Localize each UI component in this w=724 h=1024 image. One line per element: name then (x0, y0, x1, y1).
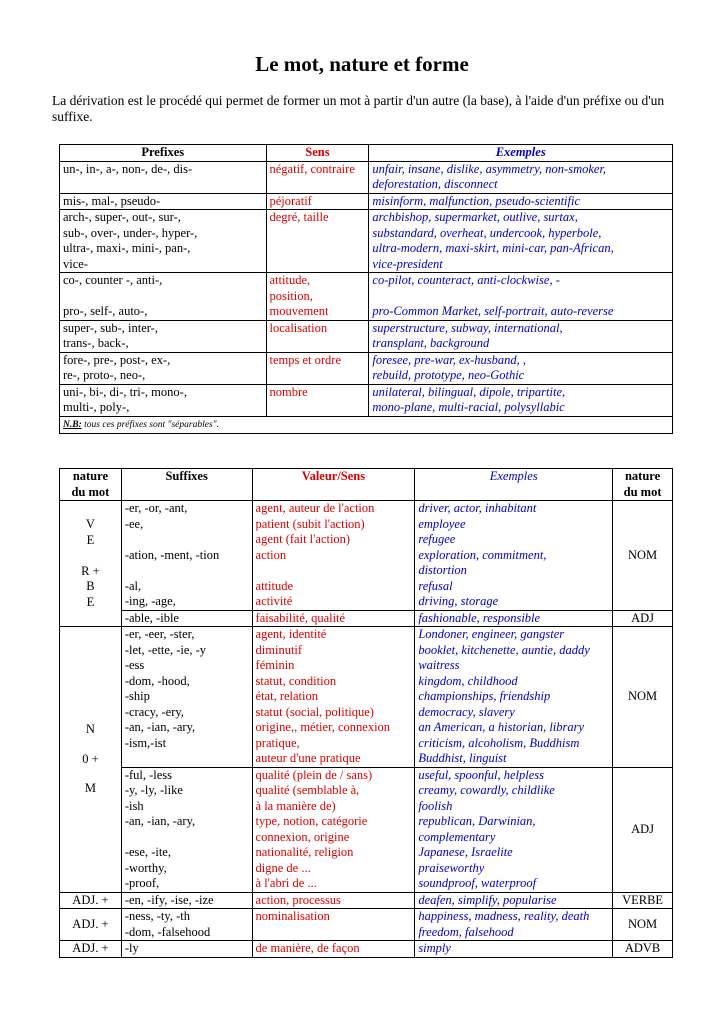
valeur-line: qualité (plein de / sans) (255, 767, 373, 782)
prefix-line: super-, sub-, inter-, (63, 320, 158, 335)
verbe-result-cell: NOM (613, 501, 673, 611)
suffix-line: -dom, -falsehood (124, 924, 211, 939)
note-label: N.B: (63, 419, 82, 430)
adj-suffix-cell (121, 941, 252, 958)
exemple-line: waitress (418, 658, 460, 672)
exemple-line: co-pilot, counteract, anti-clockwise, - (372, 273, 560, 287)
valeur-line: origine,, métier, connexion (255, 720, 391, 734)
adj-valeur-cell (252, 909, 415, 941)
exemple-line: deafen, simplify, popularise (418, 892, 557, 907)
suffix-line (125, 563, 249, 579)
prefix-header-row (60, 145, 673, 162)
suffix-line: -ee, (124, 516, 144, 531)
prefix-line: ultra-, maxi-, mini-, pan-, (63, 241, 191, 255)
adj-valeur-cell (252, 941, 415, 958)
suffix-line: -let, -ette, -ie, -y (124, 642, 207, 657)
prefix-cell (60, 352, 267, 384)
nom-valeurs-cell (252, 627, 415, 768)
exemple-line: driver, actor, inhabitant (418, 501, 537, 515)
exemple-line: democracy, slavery (418, 704, 515, 719)
valeur-line: attitude (255, 578, 294, 593)
verbe-base-letter (63, 610, 118, 626)
sens-line: temps et ordre (269, 352, 342, 367)
exemple-line: foresee, pre-war, ex-husband, , (372, 352, 526, 367)
exemple-line: transplant, background (372, 336, 490, 350)
suffix-line: -worthy, (124, 860, 167, 875)
exemple-line: soundproof, waterproof (418, 876, 537, 890)
suffix-line: -ful, -less (124, 767, 173, 782)
verbe-adj-valeur: faisabilité, qualité (252, 610, 415, 627)
adj-result-cell: VERBE (613, 892, 673, 909)
prefix-line: trans-, back-, (63, 336, 129, 350)
prefix-line: co-, counter -, anti-, (63, 273, 163, 287)
prefix-cell (60, 193, 267, 210)
exemples-cell (369, 210, 673, 273)
exemple-line: unilateral, bilingual, dipole, tripartite, (372, 384, 566, 399)
prefix-line: pro-, self-, auto-, (63, 304, 148, 318)
suffix-table (59, 468, 673, 958)
exemples-cell (369, 161, 673, 193)
verbe-base-letter: E (86, 532, 95, 547)
prefix-line: vice- (63, 256, 88, 271)
exemple-line: substandard, overheat, undercook, hyperbole, (372, 225, 602, 240)
valeur-line: statut (social, politique) (255, 704, 374, 719)
header-nature-right: nature du mot (613, 469, 673, 501)
header-nature-left: nature du mot (60, 469, 122, 501)
suffix-line: -en, -ify, -ise, -ize (124, 892, 214, 907)
verbe-exemples-cell (415, 501, 613, 611)
suffix-line (125, 830, 249, 846)
nom-adj-valeurs-cell (252, 767, 415, 892)
exemple-line: driving, storage (418, 594, 499, 608)
adj-result-cell: NOM (613, 909, 673, 941)
valeur-line (256, 925, 412, 941)
sens-line: attitude, (269, 273, 311, 287)
valeur-line: connexion, origine (255, 829, 350, 844)
valeur-line: patient (subit l'action) (255, 516, 365, 531)
suffix-line: -ation, -ment, -tion (124, 547, 220, 562)
suffix-line: -an, -ian, -ary, (124, 720, 196, 734)
verbe-suffixes-cell (121, 501, 252, 611)
valeur-line: nationalité, religion (255, 845, 354, 859)
prefix-line: uni-, bi-, di-, tri-, mono-, (63, 384, 187, 399)
exemple-line: simply (418, 941, 451, 955)
header-sens: Sens (266, 145, 369, 162)
valeur-line: féminin (255, 658, 295, 672)
exemple-line: booklet, kitchenette, auntie, daddy (418, 642, 590, 657)
suffix-line: -cracy, -ery, (124, 704, 184, 719)
verbe-adj-suffix: -able, -ible (121, 610, 252, 627)
prefix-cell (60, 210, 267, 273)
prefix-cell (60, 161, 267, 193)
suffix-line: -proof, (124, 876, 160, 890)
header-suffixes: Suffixes (121, 469, 252, 501)
valeur-line: diminutif (255, 642, 303, 657)
adj-exemple-cell (415, 941, 613, 958)
prefix-line: un-, in-, a-, non-, de-, dis- (63, 161, 193, 176)
suffix-line (125, 532, 249, 548)
exemples-cell (369, 193, 673, 210)
prefix-line: re-, proto-, neo-, (63, 368, 146, 382)
prefix-line: multi-, poly-, (63, 400, 130, 414)
header-valeur: Valeur/Sens (252, 469, 415, 501)
suffix-line: -er, -or, -ant, (124, 501, 188, 515)
note-text: tous ces préfixes sont "séparables". (81, 419, 220, 430)
suffix-header-row (60, 469, 673, 501)
nom-adj-row (60, 767, 673, 892)
exemple-line: misinform, malfunction, pseudo-scientific (372, 193, 581, 208)
nom-adj-exemples-cell (415, 767, 613, 892)
valeur-line: activité (255, 594, 293, 608)
valeur-line: pratique, (255, 735, 300, 750)
exemples-cell (369, 352, 673, 384)
exemples-cell (369, 384, 673, 416)
exemple-line: superstructure, subway, international, (372, 320, 563, 335)
sens-line: mouvement (269, 304, 329, 318)
exemple-line: Buddhist, linguist (418, 751, 507, 765)
sens-line: nombre (269, 384, 308, 399)
verbe-base-cell (60, 501, 122, 627)
prefix-row (60, 273, 673, 321)
sens-line: localisation (269, 320, 328, 335)
prefix-cell (60, 384, 267, 416)
adj-base-cell: ADJ. + (60, 892, 122, 909)
exemple-line: distortion (418, 563, 467, 577)
sens-line: position, (269, 288, 313, 303)
nom-result-cell: NOM (613, 627, 673, 768)
adj-suffix-cell (121, 909, 252, 941)
valeur-line: état, relation (255, 689, 319, 703)
valeur-line: nominalisation (255, 909, 330, 923)
exemple-line: ultra-modern, maxi-skirt, mini-car, pan-African, (372, 241, 614, 255)
exemple-line: useful, spoonful, helpless (418, 767, 545, 782)
sens-cell (266, 320, 369, 352)
prefix-row (60, 193, 673, 210)
sens-cell (266, 193, 369, 210)
exemple-line: unfair, insane, dislike, asymmetry, non-smoker, (372, 161, 607, 176)
header-prefixes: Prefixes (60, 145, 267, 162)
verbe-adj-row (60, 610, 673, 627)
verbe-base-letter: V (85, 517, 95, 531)
suffix-line: -ing, -age, (124, 594, 176, 608)
sens-line: négatif, contraire (269, 161, 355, 176)
prefix-row (60, 384, 673, 416)
exemple-line: happiness, madness, reality, death (418, 909, 590, 923)
nom-exemples-cell (415, 627, 613, 768)
verbe-adj-result: ADJ (613, 610, 673, 627)
prefix-cell (60, 320, 267, 352)
valeur-line: de manière, de façon (255, 941, 360, 955)
adj-exemple-cell (415, 892, 613, 909)
exemple-line: exploration, commitment, (418, 547, 547, 562)
suffix-line: -al, (124, 578, 142, 593)
note-row (60, 416, 673, 433)
valeur-line: digne de ... (255, 860, 311, 875)
prefix-line: arch-, super-, out-, sur-, (63, 210, 181, 224)
prefix-row (60, 320, 673, 352)
sens-line: degré, taille (269, 210, 329, 224)
valeur-line: statut, condition (255, 673, 337, 688)
valeur-line (256, 563, 412, 579)
exemple-line: mono-plane, multi-racial, polysyllabic (372, 400, 565, 414)
valeur-line: à la manière de) (255, 798, 336, 813)
suffix-line: -ish (124, 798, 144, 813)
adj-valeur-cell (252, 892, 415, 909)
valeur-line: agent, identité (255, 627, 327, 641)
adj-rows-body (60, 892, 673, 957)
suffix-line: -y, -ly, -like (124, 783, 183, 797)
nom-suffixes-cell (121, 627, 252, 768)
nom-row (60, 627, 673, 768)
exemple-line: refusal (418, 578, 453, 593)
prefix-table-body (60, 161, 673, 416)
adj-result-cell: ADVB (613, 941, 673, 958)
exemple-line: Japanese, Israelite (418, 845, 513, 859)
nom-adj-suffixes-cell (121, 767, 252, 892)
exemple-line: rebuild, prototype, neo-Gothic (372, 368, 525, 382)
valeur-line: agent (fait l'action) (255, 532, 351, 546)
adj-base-cell: ADJ. + (60, 909, 122, 941)
suffix-line: -ess (124, 658, 145, 672)
adj-suffix-cell (121, 892, 252, 909)
exemple-line: complementary (418, 829, 496, 844)
prefix-line: fore-, pre-, post-, ex-, (63, 352, 171, 367)
sens-cell (266, 352, 369, 384)
adj-exemple-cell (415, 909, 613, 941)
valeur-line: à l'abri de ... (255, 876, 317, 890)
sens-cell (266, 161, 369, 193)
prefix-table (59, 144, 673, 434)
suffix-line: -an, -ian, -ary, (124, 814, 196, 828)
verbe-base-letter: E (86, 594, 95, 609)
exemple-line: freedom, falsehood (418, 924, 514, 939)
header-exemples-suffix: Exemples (415, 469, 613, 501)
exemple-line: creamy, cowardly, childlike (418, 783, 555, 797)
valeur-line: type, notion, catégorie (255, 814, 368, 828)
page-title: Le mot, nature et forme (255, 52, 469, 76)
suffix-line: -ese, -ite, (124, 845, 171, 859)
nom-base-cell: N 0 + M (60, 627, 122, 893)
adj-base-cell: ADJ. + (60, 941, 122, 958)
verbe-adj-exemple: fashionable, responsible (415, 610, 613, 627)
valeur-line: auteur d'une pratique (255, 751, 361, 765)
verbe-base-letter: B (86, 579, 95, 593)
verbe-base-letter: R + (81, 563, 100, 578)
adj-derivation-row (60, 909, 673, 941)
prefix-line: sub-, over-, under-, hyper-, (63, 225, 198, 240)
suffix-line: -ness, -ty, -th (124, 909, 190, 923)
exemple-line: championships, friendship (418, 689, 551, 703)
prefix-row (60, 210, 673, 273)
sens-line: péjoratif (269, 193, 312, 208)
exemple-line: an American, a historian, library (418, 720, 585, 734)
suffix-line: -ism,-ist (124, 735, 167, 750)
suffix-line (125, 751, 249, 767)
sens-cell (266, 273, 369, 321)
prefix-row (60, 161, 673, 193)
verbe-valeurs-cell (252, 501, 415, 611)
sens-cell (266, 210, 369, 273)
prefix-row (60, 352, 673, 384)
exemple-line: vice-president (372, 256, 443, 271)
exemple-line: refugee (418, 532, 456, 546)
exemple-line: Londoner, engineer, gangster (418, 627, 565, 641)
header-exemples: Exemples (369, 145, 673, 162)
suffix-line: -ly (124, 941, 139, 955)
exemples-cell (369, 320, 673, 352)
note-cell (60, 416, 673, 433)
verbe-base-letter (63, 548, 118, 564)
valeur-line: action (255, 547, 287, 562)
exemple-line: kingdom, childhood (418, 673, 518, 688)
exemple-line: pro-Common Market, self-portrait, auto-reverse (372, 304, 614, 318)
sens-cell (266, 384, 369, 416)
valeur-line: action, processus (255, 892, 341, 907)
valeur-line: agent, auteur de l'action (255, 501, 375, 515)
suffix-line: -dom, -hood, (124, 673, 190, 688)
prefix-line (63, 289, 263, 305)
intro-paragraph: La dérivation est le procédé qui permet de former un mot à partir d'un autre (la base), à l'aide d'un préfixe ou d'un suffixe. (52, 93, 665, 124)
exemple-line: praiseworthy (418, 860, 485, 875)
verbe-base-letter (63, 502, 118, 518)
exemple-line: foolish (418, 798, 453, 813)
exemples-cell (369, 273, 673, 321)
verbe-row (60, 501, 673, 611)
exemple-line: criticism, alcoholism, Buddhism (418, 735, 580, 750)
nom-adj-result-cell: ADJ (613, 767, 673, 892)
prefix-line: mis-, mal-, pseudo- (63, 193, 161, 208)
exemple-line: employee (418, 516, 466, 531)
exemple-line: deforestation, disconnect (372, 177, 498, 191)
exemple-line: republican, Darwinian, (418, 814, 536, 828)
exemple-line: archbishop, supermarket, outlive, surtax, (372, 210, 578, 224)
adj-derivation-row (60, 892, 673, 909)
suffix-line: -er, -eer, -ster, (124, 627, 195, 641)
exemple-line (372, 289, 669, 305)
adj-derivation-row (60, 941, 673, 958)
valeur-line: qualité (semblable à, (255, 783, 360, 797)
prefix-cell (60, 273, 267, 321)
suffix-line: -ship (124, 689, 150, 703)
